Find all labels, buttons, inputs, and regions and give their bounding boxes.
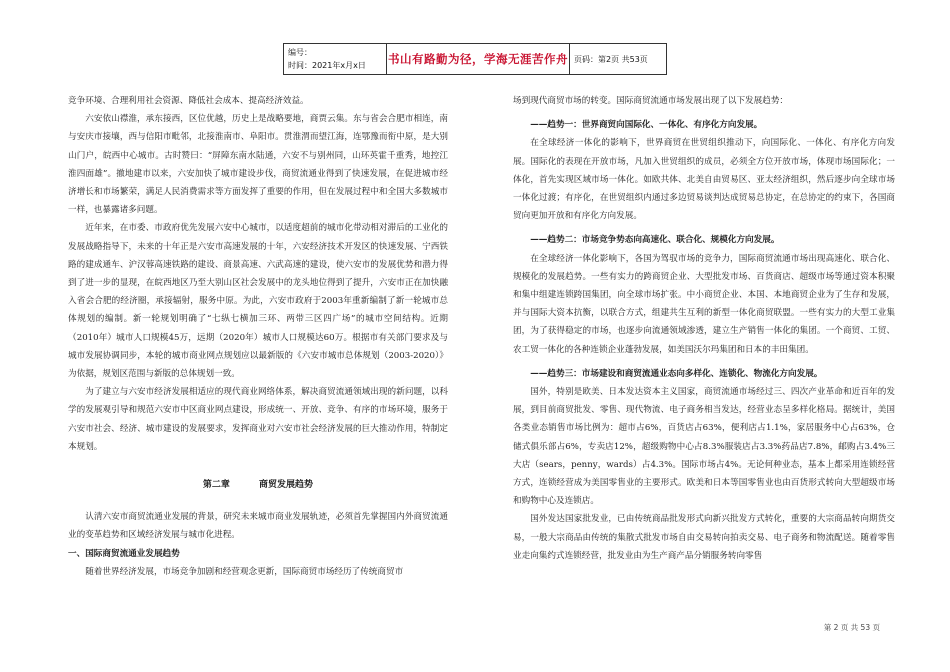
chapter-heading: 第二章 商贸发展趋势 <box>202 480 314 491</box>
header-motto: 书山有路勤为径，学海无涯苦作舟 <box>387 44 570 74</box>
paragraph: 为了建立与六安市经济发展相适应的现代商业网络体系，解决商贸流通领域出现的新问题，以科学的发展观引导和规范六安市中区商业网点建设，形成统一、开放、竞争、有序的市场环境，服务于六安市社会、经济、城市建设的发展要求，发挥商业对六安市社会经济发展的巨大推动作用，特制定本规划。 <box>68 387 448 452</box>
paragraph: 认清六安市商贸流通业发展的背景，研究未来城市商业发展轨迹，必须首先掌握国内外商贸流通业的变革趋势和区域经济发展与城市化进程。 <box>68 512 448 541</box>
paragraph: 国外发达国家批发业，已由传统商品批发形式向新兴批发方式转化，重要的大宗商品转向期货交易，一般大宗商品由传统的集散式批发市场自由交易转向拍卖交易、电子商务和物流配送。随着零售业走向集约式连锁经营，批发业由为生产商产品分销服务转向零售 <box>513 514 895 561</box>
paragraph: 在全球经济一体化的影响下，世界商贸在世贸组织推动下，向国际化、一体化、有序化方向发展。国际化的表现在开放市场，凡加入世贸组织的成员，必须全方位开放市场，体现市场国际化；一体化，首先实现区域市场一体化。如欧共体、北美自由贸易区、亚太经济组织，然后逐步向全球市场一体化过渡；有序化，在世贸组织内通过多边贸易谈判达成贸易总协定，在总协定的约束下，各国商贸向更加开放和有序化方向发展。 <box>513 138 895 222</box>
paragraph: 竞争环境、合理利用社会资源、降低社会成本、提高经济效益。 <box>68 96 309 106</box>
paragraph: 在全球经济一体化影响下，各国为驾驭市场的竞争力，国际商贸流通市场出现高速化、联合化、规模化的发展趋势。一些有实力的跨商贸企业、大型批发市场、百货商店、超级市场等通过资本积聚和集中组建连锁跨国集团，向全球市场扩张。中小商贸企业、本国、本地商贸企业为了生存和发展，并与国际大资本抗衡，以联合方式，组建共生互利的新型一体化商贸联盟。一些有实力的大型工业集团，为了获得稳定的市场，也逐步向流通领域渗透，建立生产销售一体化的集团。一个商贸、工贸、农工贸一体化的各种连锁企业蓬勃发展，如美国沃尔玛集团和日本的丰田集团。 <box>513 253 895 355</box>
page-footer: 第 2 页 共 53 页 <box>823 623 880 632</box>
document-header <box>283 43 667 75</box>
left-column <box>68 92 448 581</box>
section-heading: 一、国际商贸流通业发展趋势 <box>68 548 180 559</box>
header-meta <box>284 44 387 74</box>
doc-time: 时间：2021年x月x日 <box>288 61 366 70</box>
paragraph: 随着世界经济发展，市场竞争加剧和经营观念更新，国际商贸市场经历了传统商贸市 <box>85 566 404 577</box>
paragraph: 六安依山襟淮，承东接西，区位优越，历史上是战略要地，商贾云集。东与省会合肥市相连，南与安庆市接壤，西与信阳市毗邻，北接淮南市、阜阳市。贯淮渭而望江海，连鄂豫而衔中原，是大别山门户，皖西中心城市。古时赞曰：“屏障东南水陆通，六安不与别州同，山环英霍千重秀，地控江淮四面雄”。撤地建市以来，六安加快了城市建设步伐，商贸流通业得到了快速发展，在促进城市经济增长和市场繁荣，满足人民消费需求等方面发挥了重要的作用，但在发展过程中和全国大多数城市一样，也暴露诸多问题。 <box>68 114 448 216</box>
paragraph: 国外，特别是欧美、日本发达资本主义国家，商贸流通市场经过三、四次产业革命和近百年的发展，到目前商贸批发、零售、现代物流、电子商务相当发达，经营业态呈多样化格局。据统计，美国各类业态销售市场比例为：超市占6%，百货店占63%，便利店占1.1%，家居服务中心占63%，仓储式俱乐部占6%，专卖店12%，超级购物中心占8.3%服装店占3.3%药品店7.8%，邮购占3.4%三大店（sears，penny，wards）占4.3%。国际市场占4%。无论何种业态，基本上都采用连锁经营方式，连锁经营成为美国零售业的主要形式。欧美和日本等国零售业也由百货形式转向大型超级市场和购物中心及连锁店。 <box>513 387 895 507</box>
doc-number: 编号： <box>288 48 312 57</box>
trend-heading: ——趋势一：世界商贸向国际化、一体化、有序化方向发展。 <box>530 120 763 131</box>
trend-heading: ——趋势三：市场建设和商贸流通业态向多样化、连锁化、物流化方向发展。 <box>530 368 823 379</box>
paragraph: 场到现代商贸市场的转变。国际商贸流通市场发展出现了以下发展趋势： <box>513 96 789 106</box>
paragraph: 近年来，在市委、市政府优先发展六安中心城市，以适度超前的城市化带动相对滞后的工业化的发展战略指导下，未来的十年正是六安市高速发展的十年，六安经济技术开发区的快速发展、宁西铁路的建成通车、沪汉蓉高速铁路的建设、商景高速、六武高速的建设，使六安市的发展优势和潜力得到了进一步的显现，在皖西地区乃至大别山区社会发展中的龙头地位得到了提升，六安市正在加快融入省会合肥的经济圈，承接辐射，服务中原。为此，六安市政府于2003年重新编制了新一轮城市总体规划的编制。新一轮规划明确了“七纵七横加三环、两带三区四广场”的城市空间结构。近期（2010年）城市人口规模45万，远期（2020年）城市人口规模达60万。根据市有关部门要求及与城市发展协调同步，本轮的城市商业网点规划应以最新版的《六安市城市总体规划（2003-2020）》为依据，规划区范围与新版的总体规划一致。 <box>68 223 448 380</box>
right-column <box>513 92 895 565</box>
trend-heading: ——趋势二：市场竞争势态向高速化、联合化、规模化方向发展。 <box>530 235 780 246</box>
header-page-number: 页码：第2页 共53页 <box>574 54 648 64</box>
